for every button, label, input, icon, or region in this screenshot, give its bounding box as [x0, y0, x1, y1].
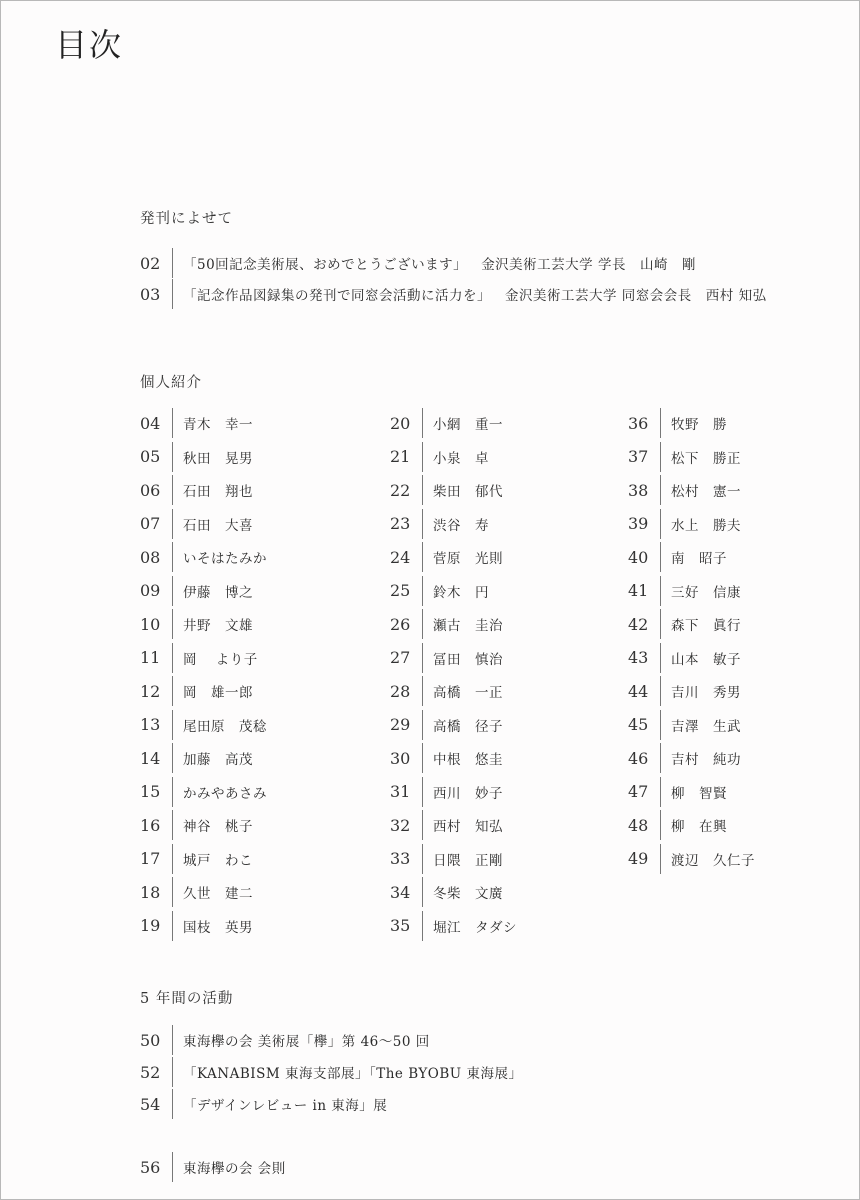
section-heading-foreword: 発刊によせて	[140, 211, 233, 227]
toc-entry[interactable]	[140, 1089, 387, 1119]
toc-entry[interactable]	[390, 810, 503, 840]
entry-title: 青木 幸一	[183, 417, 253, 433]
entry-title: いそはたみか	[183, 551, 267, 567]
toc-entry[interactable]	[140, 279, 767, 309]
toc-entry[interactable]	[140, 509, 253, 539]
page-number: 21	[390, 447, 411, 466]
toc-entry[interactable]	[628, 509, 741, 539]
page-number: 46	[628, 748, 649, 768]
entry-title: 森下 眞行	[671, 618, 741, 634]
divider	[422, 408, 423, 438]
toc-entry[interactable]	[390, 643, 503, 673]
entry-title: 国枝 英男	[183, 919, 253, 936]
toc-entry[interactable]	[390, 509, 489, 539]
entry-title: 加藤 高茂	[183, 752, 253, 768]
divider	[422, 676, 423, 706]
entry-title: 柳 智賢	[671, 785, 727, 802]
toc-entry[interactable]	[628, 844, 755, 874]
entry-title: 吉澤 生武	[671, 718, 741, 735]
toc-entry[interactable]	[140, 911, 253, 941]
page-number: 03	[140, 284, 161, 304]
entry-title: 牧野 勝	[671, 417, 727, 433]
toc-entry[interactable]	[140, 576, 253, 606]
divider	[172, 248, 173, 278]
divider	[660, 475, 661, 505]
entry-title: 松下 勝正	[671, 450, 741, 467]
page-number: 12	[140, 681, 161, 701]
page-number: 44	[628, 681, 649, 701]
page-number: 20	[390, 413, 411, 433]
divider	[422, 609, 423, 639]
toc-entry[interactable]	[390, 743, 503, 773]
toc-entry[interactable]	[140, 408, 253, 438]
page-number: 54	[140, 1094, 161, 1114]
entry-title: 渡辺 久仁子	[671, 852, 755, 869]
divider	[660, 408, 661, 438]
entry-title: 西川 妙子	[433, 785, 503, 802]
divider	[660, 743, 661, 773]
toc-entry[interactable]	[628, 777, 727, 807]
toc-entry[interactable]	[390, 609, 503, 639]
divider	[422, 810, 423, 840]
divider	[172, 542, 173, 572]
toc-entry[interactable]	[390, 442, 489, 472]
divider	[660, 509, 661, 539]
toc-entry[interactable]	[140, 743, 253, 773]
page-number: 25	[390, 581, 411, 600]
entry-title: 中根 悠圭	[433, 752, 503, 768]
toc-entry[interactable]	[390, 542, 503, 572]
toc-entry[interactable]	[140, 877, 253, 907]
toc-entry[interactable]	[390, 877, 503, 907]
entry-title: 山本 敏子	[671, 651, 741, 668]
divider	[422, 643, 423, 673]
entry-title: 「記念作品図録集の発刊で同窓会活動に活力を」	[183, 288, 491, 304]
divider	[422, 877, 423, 907]
page-number: 52	[140, 1062, 161, 1082]
divider	[172, 710, 173, 740]
divider	[172, 609, 173, 639]
page-number: 09	[140, 581, 161, 600]
toc-entry[interactable]	[140, 676, 253, 706]
page-number: 50	[140, 1030, 161, 1050]
page-number: 43	[628, 648, 649, 667]
toc-entry[interactable]	[390, 911, 517, 941]
divider	[172, 844, 173, 874]
toc-entry[interactable]	[628, 542, 727, 572]
page-number: 17	[140, 849, 161, 868]
entry-title: 石田 翔也	[183, 484, 253, 500]
divider	[172, 643, 173, 673]
divider	[422, 576, 423, 606]
divider	[422, 710, 423, 740]
page-number: 35	[390, 916, 411, 935]
page-number: 38	[628, 480, 649, 500]
toc-entry[interactable]	[140, 643, 258, 673]
toc-entry[interactable]	[628, 475, 741, 505]
page-number: 11	[140, 648, 161, 667]
divider	[172, 576, 173, 606]
entry-title: 瀬古 圭治	[433, 618, 503, 634]
divider	[660, 542, 661, 572]
divider	[172, 1025, 173, 1055]
entry-title: 伊藤 博之	[183, 584, 253, 601]
entry-title: 三好 信康	[671, 584, 741, 601]
page-number: 04	[140, 413, 161, 433]
divider	[660, 810, 661, 840]
toc-entry[interactable]	[390, 576, 489, 606]
page-number: 02	[140, 253, 161, 273]
toc-entry[interactable]	[628, 576, 741, 606]
divider	[422, 475, 423, 505]
page-number: 05	[140, 447, 161, 466]
entry-title: 岡 雄一郎	[183, 685, 253, 701]
toc-entry[interactable]	[140, 609, 253, 639]
entry-title: 城戸 わこ	[183, 852, 253, 869]
page-number: 15	[140, 782, 161, 801]
toc-entry[interactable]	[628, 810, 727, 840]
entry-title: 東海欅の会 美術展「欅」第 46〜50 回	[183, 1034, 430, 1050]
entry-title: 東海欅の会 会則	[183, 1161, 286, 1177]
entry-title: 日隈 正剛	[433, 852, 503, 869]
page-number: 29	[390, 715, 411, 734]
toc-entry[interactable]	[140, 475, 253, 505]
divider	[422, 911, 423, 941]
toc-entry[interactable]	[140, 542, 267, 572]
entry-author: 金沢美術工芸大学 同窓会会長 西村 知弘	[505, 288, 767, 304]
divider	[172, 810, 173, 840]
toc-entry[interactable]	[140, 844, 253, 874]
divider	[422, 743, 423, 773]
divider	[422, 777, 423, 807]
divider	[172, 408, 173, 438]
divider	[660, 710, 661, 740]
divider	[660, 576, 661, 606]
divider	[660, 777, 661, 807]
divider	[172, 1152, 173, 1182]
page-number: 24	[390, 547, 411, 567]
divider	[660, 442, 661, 472]
entry-title: 西村 知弘	[433, 819, 503, 835]
entry-title: 秋田 晃男	[183, 450, 253, 467]
divider	[172, 777, 173, 807]
divider	[172, 877, 173, 907]
page-number: 36	[628, 413, 649, 433]
entry-title: 久世 建二	[183, 886, 253, 902]
entry-title: 鈴木 円	[433, 584, 489, 601]
page-number: 41	[628, 581, 649, 600]
entry-title: 吉川 秀男	[671, 685, 741, 701]
toc-entry[interactable]	[390, 777, 503, 807]
divider	[172, 676, 173, 706]
toc-entry[interactable]	[390, 710, 503, 740]
page-title: 目次	[55, 26, 124, 64]
section-heading-profiles: 個人紹介	[140, 375, 202, 391]
page-number: 14	[140, 748, 161, 768]
toc-entry[interactable]	[628, 743, 741, 773]
page-number: 56	[140, 1157, 161, 1177]
page-number: 30	[390, 748, 411, 768]
page-number: 48	[628, 815, 649, 835]
page-number: 42	[628, 614, 649, 634]
toc-entry[interactable]	[390, 676, 503, 706]
entry-title: 井野 文雄	[183, 618, 253, 634]
divider	[172, 475, 173, 505]
page-number: 28	[390, 681, 411, 701]
page-number: 23	[390, 514, 411, 533]
page-number: 37	[628, 447, 649, 466]
entry-title: 高橋 径子	[433, 718, 503, 735]
entry-title: 南 昭子	[671, 551, 727, 567]
toc-entry[interactable]	[628, 676, 741, 706]
entry-title: 菅原 光則	[433, 551, 503, 567]
entry-title: 「KANABISM 東海支部展」「The BYOBU 東海展」	[183, 1066, 523, 1082]
entry-title: 吉村 純功	[671, 752, 741, 768]
entry-title: 「50回記念美術展、おめでとうございます」	[183, 257, 468, 273]
entry-title: 柳 在興	[671, 819, 727, 835]
entry-title: 神谷 桃子	[183, 819, 253, 835]
divider	[660, 609, 661, 639]
page-number: 18	[140, 882, 161, 902]
page-number: 49	[628, 849, 649, 868]
page-number: 34	[390, 882, 411, 902]
toc-entry[interactable]	[140, 442, 253, 472]
entry-title: 小網 重一	[433, 417, 503, 433]
toc-entry[interactable]	[628, 408, 727, 438]
entry-title: 尾田原 茂稔	[183, 718, 267, 735]
page-number: 19	[140, 916, 161, 935]
entry-title: 石田 大喜	[183, 517, 253, 534]
divider	[660, 643, 661, 673]
entry-title: 「デザインレビュー in 東海」展	[183, 1098, 388, 1114]
entry-title: 堀江 タダシ	[433, 919, 517, 936]
divider	[422, 509, 423, 539]
divider	[422, 542, 423, 572]
divider	[172, 1089, 173, 1119]
entry-title: 松村 憲一	[671, 484, 741, 500]
page-number: 27	[390, 648, 411, 667]
divider	[172, 279, 173, 309]
divider	[172, 1057, 173, 1087]
divider	[660, 844, 661, 874]
entry-title: 冨田 慎治	[433, 651, 503, 668]
entry-title: かみやあさみ	[183, 785, 267, 802]
page-number: 45	[628, 715, 649, 734]
page-number: 40	[628, 547, 649, 567]
page-number: 22	[390, 480, 411, 500]
toc-entry[interactable]	[140, 777, 267, 807]
toc-entry[interactable]	[140, 248, 696, 278]
divider	[172, 442, 173, 472]
divider	[660, 676, 661, 706]
toc-entry[interactable]	[140, 1057, 522, 1087]
page-number: 47	[628, 782, 649, 801]
entry-title: 岡 より子	[183, 651, 258, 668]
toc-entry-rules[interactable]	[140, 1152, 286, 1182]
divider	[172, 743, 173, 773]
toc-entry[interactable]	[628, 643, 741, 673]
divider	[422, 844, 423, 874]
toc-entry[interactable]	[140, 810, 253, 840]
page-number: 10	[140, 614, 161, 634]
page-number: 06	[140, 480, 161, 500]
entry-title: 柴田 郁代	[433, 484, 503, 500]
toc-entry[interactable]	[628, 609, 741, 639]
page-number: 33	[390, 849, 411, 868]
section-heading-activities: 5 年間の活動	[140, 991, 234, 1007]
entry-title: 冬柴 文廣	[433, 886, 503, 902]
toc-entry[interactable]	[140, 710, 267, 740]
entry-title: 渋谷 寿	[433, 517, 489, 534]
toc-entry[interactable]	[628, 442, 741, 472]
page-number: 07	[140, 514, 161, 533]
divider	[172, 509, 173, 539]
divider	[422, 442, 423, 472]
page-number: 16	[140, 815, 161, 835]
divider	[172, 911, 173, 941]
entry-title: 小泉 卓	[433, 450, 489, 467]
toc-entry[interactable]	[140, 1025, 430, 1055]
toc-entry[interactable]	[390, 844, 503, 874]
page-number: 26	[390, 614, 411, 634]
page-number: 32	[390, 815, 411, 835]
page-number: 08	[140, 547, 161, 567]
entry-title: 水上 勝夫	[671, 517, 741, 534]
entry-title: 高橋 一正	[433, 685, 503, 701]
toc-entry[interactable]	[628, 710, 741, 740]
entry-author: 金沢美術工芸大学 学長 山崎 剛	[481, 257, 696, 273]
toc-entry[interactable]	[390, 408, 503, 438]
page-number: 13	[140, 715, 161, 734]
page-number: 39	[628, 514, 649, 533]
page-number: 31	[390, 782, 411, 801]
toc-entry[interactable]	[390, 475, 503, 505]
